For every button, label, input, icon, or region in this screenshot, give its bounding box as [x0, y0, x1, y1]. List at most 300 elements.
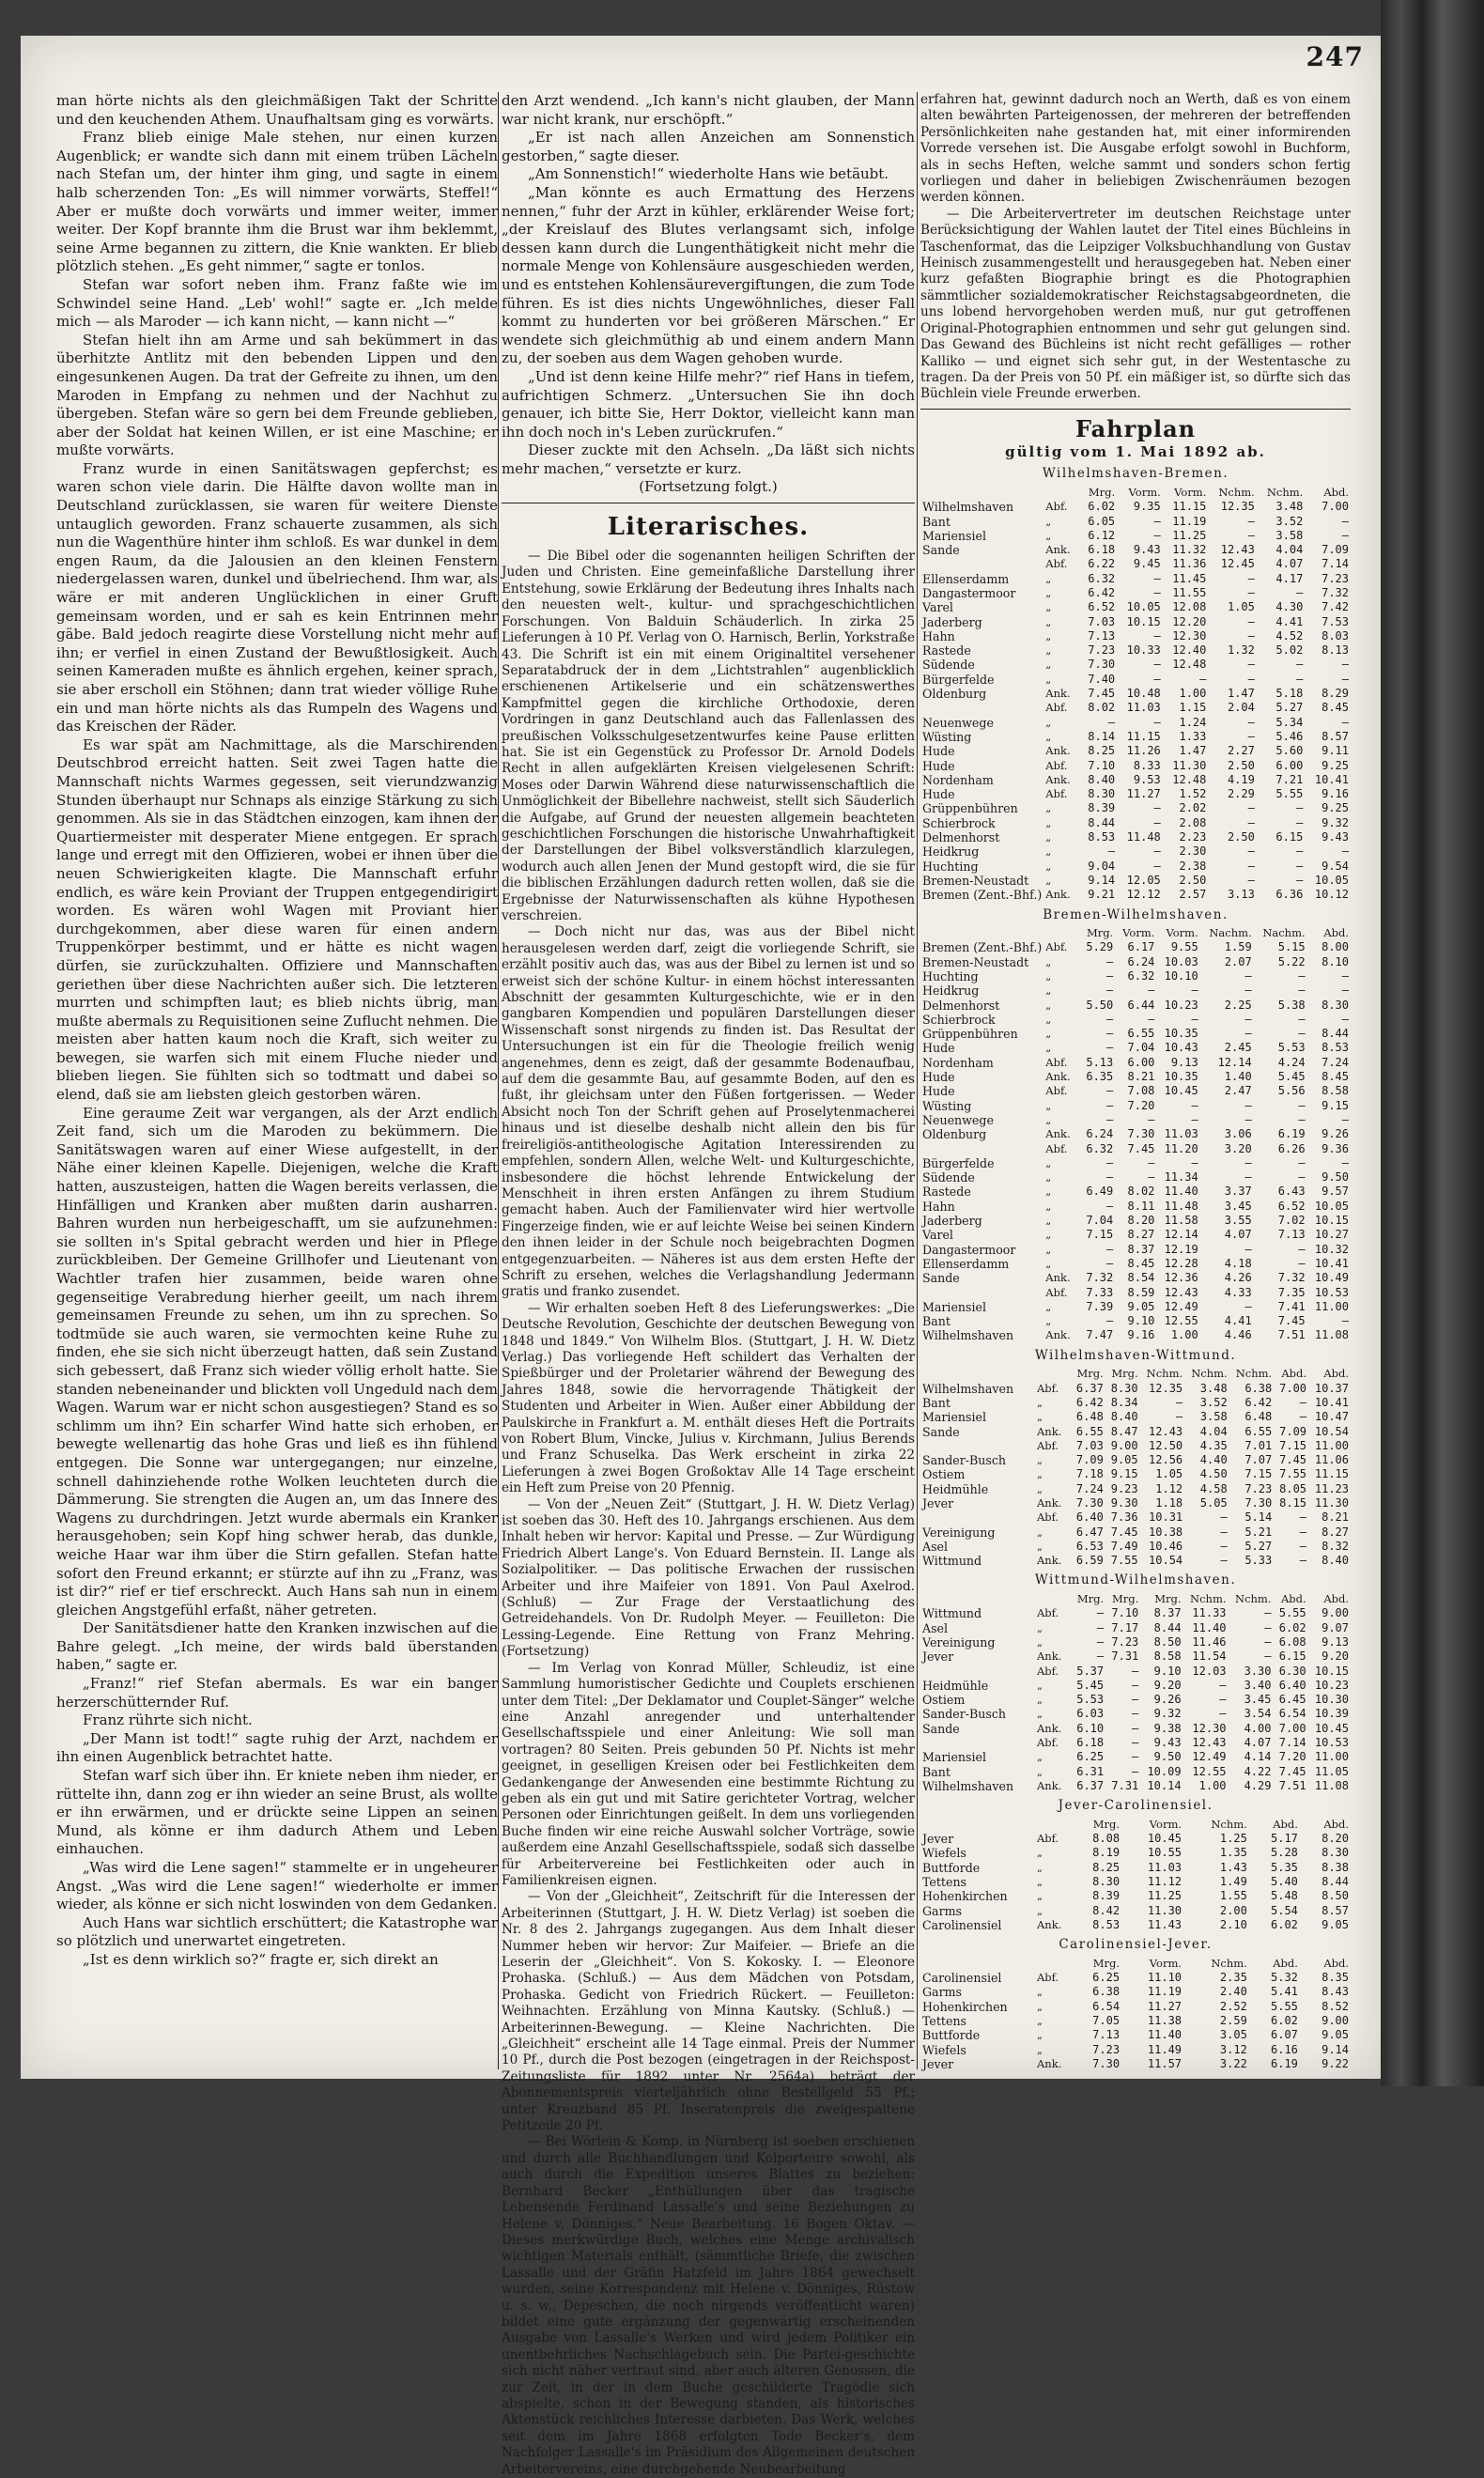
timetable-row	[920, 730, 1351, 744]
departure-time: 6.48	[1244, 1410, 1273, 1424]
departure-time: 9.05	[1127, 1299, 1155, 1313]
timetable-column-header: Mrg.	[1092, 1956, 1121, 1970]
departure-time: 5.15	[1277, 940, 1306, 954]
departure-time: 10.55	[1147, 1846, 1183, 1860]
departure-time: 8.00	[1322, 940, 1349, 954]
departure-time: —	[1247, 815, 1255, 829]
departure-time: 12.48	[1172, 772, 1207, 786]
station-name: Südende	[922, 658, 975, 673]
literature-notice: — Doch nicht nur das, was aus der Bibel nicht herausgelesen werden darf, zeigt die vorliegende Schrift, sie erzählt positiv auch das, was aus der Bibel zu lernen ist und so erweist sich der schöne Kultur- in einem höchst interessanten Abschnitt der gesammten Kulturgeschichte, wie er in den gangbaren Kompendien und populären Darstellungen dieser Wissenschaft sonst nirgends zu finden ist. Das Resultat der Untersuchungen ist ein für die Theologie freilich wenig angenehmes, denn es zeigt, daß der gesammte Bodenaufbau, auf dem die gesammte Bau, auf gesammte Boden, auf den es fußt, ihr gleichsam unter den Füßen fortgerissen. — Weder Absicht noch Ton der Schrift gehen auf Proselytenmacherei hinaus und ist dieselbe deshalb nicht allein den bis für freireligiös-antitheologische Agitation Interessirenden zu empfehlen, sondern Allen, welche Welt- und Kulturgeschichte, insbesondere die höchst lehrende Entwickelung der Menschheit in ihren ersten Anfängen zu ihrem Studium gemacht haben. Auch der Familienvater wird hier wertvolle Fingerzeige finden, wie er auf leichte Weise bei seinen Kindern den ihnen leider in der Schule noch beigebrachten Dogmen entgegenzuarbeiten. — Näheres ist aus dem ersten Hefte der Schrift zu ersehen, welches die Verlagshandlung Jedermann gratis und franko zusendet.	[502, 924, 915, 1300]
departure-time: 9.32	[1322, 815, 1349, 829]
timetable-column-header: Mrg.	[1086, 926, 1114, 940]
story-paragraph: „Man könnte es auch Ermattung des Herzens nennen,“ fuhr der Arzt in kühler, erklärender Weise fort; „der Kreislauf des Blutes verlangsamt sich, infolge dessen kann durch die Lungenthätigkeit nicht mehr die normale Menge von Kohlensäure ausgeschieden werden, und es entstehen Kohlensäurevergiftungen, die zum Tode führen. Es ist dies nichts Ungewöhnliches, dieser Fall kommt zu hunderten vor bei größeren Märschen.“ Er wendete sich gleichmüthig ab und einem andern Mann zu, der soeben aus dem Wagen gehoben wurde.	[502, 183, 915, 367]
departure-time: 5.55	[1275, 787, 1304, 801]
arrival-departure: Ank.	[1045, 888, 1071, 902]
arrival-departure: Ank.	[1045, 543, 1071, 557]
departure-time: —	[1299, 1410, 1307, 1424]
timetable-column-header: Abd.	[1281, 1367, 1307, 1381]
timetable-header-row	[920, 1367, 1351, 1381]
departure-time: 9.50	[1322, 1170, 1349, 1185]
departure-time: 6.43	[1277, 1185, 1306, 1199]
departure-time: —	[1341, 715, 1349, 729]
departure-time: 10.09	[1147, 1764, 1182, 1778]
departure-time: 11.48	[1126, 830, 1161, 844]
arrival-departure: „	[1045, 983, 1052, 998]
departure-time: —	[1132, 1664, 1139, 1678]
timetable-column-header: Nchm.	[1146, 1367, 1183, 1381]
departure-time: 11.19	[1172, 514, 1207, 528]
timetable-row	[920, 1736, 1351, 1750]
departure-time: 10.46	[1149, 1539, 1183, 1553]
arrival-departure: „	[1037, 1875, 1043, 1888]
arrival-departure: „	[1037, 1985, 1043, 1999]
arrival-departure: „	[1045, 801, 1052, 815]
departure-time: 9.55	[1170, 940, 1198, 954]
departure-time: 10.33	[1126, 643, 1161, 658]
timetable-section-title: Wittmund-Wilhelmshaven.	[1034, 1572, 1237, 1588]
departure-time: 3.30	[1244, 1664, 1272, 1678]
departure-time: —	[1298, 1170, 1306, 1185]
station-name: Bant	[922, 1764, 951, 1779]
departure-time: 6.44	[1127, 998, 1155, 1012]
departure-time: —	[1148, 1170, 1155, 1185]
departure-time: —	[1153, 528, 1161, 542]
departure-time: 8.50	[1322, 1889, 1349, 1903]
departure-time: 8.30	[1092, 1875, 1121, 1888]
departure-time: 11.19	[1147, 1985, 1183, 1999]
departure-time: 11.25	[1172, 528, 1207, 542]
departure-time: 4.33	[1224, 1285, 1252, 1299]
station-name: Huchting	[922, 969, 979, 983]
story-paragraph: man hörte nichts als den gleichmäßigen Takt der Schritte und den keuchenden Athem. Unaufhaltsam ging es vorwärts.	[56, 92, 498, 128]
station-name: Jever	[922, 1495, 954, 1510]
arrival-departure: Ank.	[1037, 1424, 1062, 1438]
timetable-row	[920, 600, 1351, 614]
departure-time: 7.13	[1277, 1228, 1306, 1242]
timetable-row	[920, 983, 1351, 998]
departure-time: —	[1106, 1155, 1114, 1169]
departure-time: 7.10	[1111, 1606, 1139, 1620]
timetable-row	[920, 1861, 1351, 1875]
departure-time: 9.05	[1322, 2028, 1349, 2042]
arrival-departure: „	[1037, 1481, 1043, 1495]
departure-time: 7.09	[1279, 1424, 1307, 1438]
departure-time: 7.00	[1278, 1721, 1306, 1735]
departure-time: 7.39	[1086, 1299, 1114, 1313]
timetable-row	[920, 801, 1351, 815]
timetable-row	[920, 572, 1351, 586]
departure-time: 7.40	[1088, 672, 1116, 686]
timetable-row	[920, 1286, 1351, 1300]
departure-time: 5.14	[1244, 1510, 1273, 1525]
departure-time: —	[1244, 969, 1252, 983]
station-name: Hude	[922, 1084, 955, 1099]
departure-time: 4.04	[1199, 1424, 1228, 1438]
story-paragraph: „Am Sonnenstich!“ wiederholte Hans wie betäubt.	[528, 165, 889, 183]
departure-time: —	[1096, 1620, 1105, 1634]
departure-time: 3.52	[1199, 1395, 1228, 1409]
departure-time: 1.05	[1227, 600, 1255, 614]
station-name	[920, 1286, 1043, 1300]
station-name	[920, 557, 1043, 571]
departure-time: —	[1106, 1041, 1114, 1055]
departure-time: 8.53	[1088, 830, 1116, 844]
departure-time: 6.02	[1088, 500, 1116, 514]
departure-time: 12.14	[1217, 1055, 1252, 1069]
departure-time: 8.30	[1088, 787, 1116, 801]
departure-time: 8.20	[1322, 1832, 1349, 1846]
departure-time: 5.48	[1271, 1889, 1298, 1903]
departure-time: 11.15	[1126, 729, 1161, 743]
timetable-row	[920, 1971, 1351, 1985]
departure-time: 8.35	[1322, 1971, 1349, 1985]
arrival-departure: Abf.	[1037, 1381, 1059, 1395]
departure-time: —	[1298, 1155, 1306, 1169]
departure-time: —	[1247, 859, 1255, 873]
station-name: Hohenkirchen	[922, 1999, 1008, 2014]
departure-time: —	[1148, 983, 1155, 998]
departure-time: 6.40	[1075, 1510, 1104, 1525]
timetable-row	[920, 1765, 1351, 1779]
departure-time: 8.45	[1127, 1256, 1155, 1270]
departure-time: 12.43	[1220, 543, 1255, 557]
departure-time: 3.37	[1224, 1185, 1252, 1199]
departure-time: 2.29	[1227, 787, 1255, 801]
departure-time: 11.27	[1147, 1999, 1183, 2013]
departure-time: 11.20	[1164, 1141, 1198, 1155]
departure-time: 4.00	[1244, 1721, 1272, 1735]
arrival-departure: Ank.	[1037, 2056, 1062, 2070]
departure-time: 9.13	[1170, 1055, 1198, 1069]
departure-time: 8.03	[1322, 628, 1349, 643]
departure-time: 4.07	[1244, 1736, 1272, 1750]
timetable-row	[920, 1526, 1351, 1540]
station-name: Wilhelmshaven	[922, 1778, 1014, 1793]
departure-time: 7.23	[1111, 1634, 1139, 1649]
departure-time: 9.00	[1110, 1438, 1138, 1452]
departure-time: 12.12	[1126, 888, 1161, 902]
departure-time: 7.00	[1322, 500, 1349, 514]
story-paragraph: „Ist es denn wirklich so?“ fragte er, sich direkt an	[83, 1950, 439, 1968]
departure-time: 6.25	[1076, 1750, 1105, 1764]
departure-time: —	[1296, 585, 1304, 599]
departure-time: 11.23	[1314, 1481, 1349, 1495]
departure-time: 10.31	[1149, 1510, 1183, 1525]
departure-time: 10.15	[1314, 1214, 1349, 1228]
station-name: Jever	[922, 1649, 954, 1665]
departure-time: 4.07	[1224, 1228, 1252, 1242]
arrival-departure: Abf.	[1045, 758, 1068, 772]
departure-time: —	[1244, 1112, 1252, 1126]
departure-time: 8.15	[1279, 1495, 1307, 1510]
station-name: Dangastermoor	[922, 585, 1016, 600]
timetable-row	[920, 940, 1351, 954]
departure-time: 5.53	[1277, 1041, 1306, 1055]
departure-time: 11.34	[1164, 1170, 1198, 1185]
timetable-row	[920, 1084, 1351, 1098]
departure-time: 8.50	[1153, 1634, 1182, 1649]
departure-time: 6.12	[1088, 528, 1116, 542]
departure-time: 8.14	[1088, 729, 1116, 743]
timetable-heading: Fahrplan	[1074, 414, 1197, 442]
departure-time: 3.58	[1199, 1410, 1228, 1424]
departure-time: 12.55	[1192, 1764, 1227, 1778]
arrival-departure: „	[1037, 1903, 1043, 1917]
continuation-note: (Fortsetzung folgt.)	[639, 478, 778, 496]
timetable-header-row	[920, 1818, 1351, 1832]
departure-time: 7.23	[1322, 571, 1349, 585]
station-name: Tettens	[922, 1875, 967, 1889]
departure-time: 4.26	[1224, 1271, 1252, 1285]
departure-time: 5.34	[1275, 715, 1304, 729]
departure-time: 6.45	[1278, 1693, 1306, 1707]
timetable-row	[920, 1410, 1351, 1424]
departure-time: 11.15	[1314, 1467, 1349, 1481]
arrival-departure: „	[1045, 1155, 1052, 1169]
departure-time: —	[1106, 1256, 1114, 1270]
departure-time: 6.19	[1271, 2056, 1298, 2070]
departure-time: 7.45	[1277, 1314, 1306, 1328]
arrival-departure: „	[1037, 1467, 1043, 1481]
departure-time: 12.30	[1172, 628, 1207, 643]
departure-time: —	[1296, 873, 1304, 887]
departure-time: 9.25	[1322, 758, 1349, 772]
station-name: Wittmund	[922, 1554, 982, 1569]
departure-time: 7.00	[1279, 1381, 1307, 1395]
departure-time: —	[1219, 1707, 1227, 1721]
arrival-departure: Abf.	[1037, 1832, 1059, 1846]
departure-time: 7.09	[1322, 543, 1349, 557]
station-name: Sander-Busch	[922, 1707, 1007, 1722]
departure-time: 8.34	[1110, 1395, 1138, 1409]
timetable-row	[920, 1606, 1351, 1620]
arrival-departure: Abf.	[1037, 1736, 1059, 1750]
departure-time: 10.10	[1164, 969, 1198, 983]
arrival-departure: Ank.	[1037, 1778, 1062, 1792]
arrival-departure: Abf.	[1037, 1971, 1059, 1985]
departure-time: —	[1247, 571, 1255, 585]
departure-time: —	[1244, 1098, 1252, 1112]
departure-time: 8.52	[1322, 1999, 1349, 2013]
departure-time: 3.22	[1219, 2056, 1247, 2070]
station-name: Hude	[922, 1070, 955, 1085]
station-name: Huchting	[922, 859, 979, 874]
departure-time: —	[1148, 1155, 1155, 1169]
departure-time: 7.03	[1075, 1438, 1104, 1452]
departure-time: 2.52	[1219, 1999, 1247, 2013]
timetable-row	[920, 773, 1351, 787]
station-name: Sande	[922, 543, 960, 558]
departure-time: 10.53	[1314, 1736, 1349, 1750]
station-name: Grüppenbühren	[922, 801, 1018, 816]
timetable-row	[920, 1142, 1351, 1156]
departure-time: —	[1106, 1242, 1114, 1256]
timetable-row	[920, 1554, 1351, 1568]
departure-time: 5.02	[1275, 643, 1304, 658]
departure-time: 3.55	[1224, 1214, 1252, 1228]
departure-time: 7.32	[1322, 585, 1349, 599]
arrival-departure: „	[1045, 729, 1052, 743]
departure-time: 7.15	[1086, 1228, 1114, 1242]
departure-time: 11.30	[1147, 1903, 1183, 1917]
departure-time: 5.45	[1076, 1678, 1105, 1692]
departure-time: 8.27	[1127, 1228, 1155, 1242]
timetable-column-header: Vorm.	[1128, 485, 1161, 499]
station-name: Bremen-Neustadt	[922, 873, 1029, 888]
timetable-row	[920, 701, 1351, 715]
station-name: Wilhelmshaven	[922, 500, 1014, 515]
departure-time: 7.08	[1127, 1084, 1155, 1098]
story-paragraph: Franz blieb einige Male stehen, nur einen kurzen Augenblick; er wandte sich dann mit einem trüben Lächeln nach Stefan um, der hinter ihm ging, und sagte in einem halb scherzenden Ton: „Es will nimmer vorwärts, Steffel!“ Aber er mußte doch vorwärts und immer weiter, immer weiter. Der Kopf brannte ihm die Brust war ihm beklemmt, seine Arme begannen zu zittern, die Knie wankten. Er blieb plötzlich stehen. „Es geht nimmer,“ sagte er tonlos.	[56, 129, 498, 275]
departure-time: 10.38	[1149, 1525, 1183, 1539]
timetable-column-header: Vorm.	[1149, 1956, 1183, 1970]
departure-time: 8.30	[1110, 1381, 1138, 1395]
timetable-row	[920, 1382, 1351, 1396]
departure-time: 6.02	[1271, 1917, 1298, 1931]
departure-time: —	[1106, 1098, 1114, 1112]
departure-time: —	[1244, 1242, 1252, 1256]
departure-time: 4.50	[1199, 1467, 1228, 1481]
departure-time: 7.32	[1086, 1271, 1114, 1285]
departure-time: —	[1153, 815, 1161, 829]
departure-time: 9.35	[1133, 500, 1161, 514]
departure-time: 7.45	[1278, 1764, 1306, 1778]
departure-time: —	[1148, 1012, 1155, 1026]
arrival-departure: „	[1045, 1199, 1052, 1213]
departure-time: —	[1107, 715, 1116, 729]
station-name: Delmenhorst	[922, 998, 1000, 1013]
arrival-departure: Abf.	[1037, 1510, 1059, 1525]
departure-time: 7.45	[1127, 1141, 1155, 1155]
station-name: Ostiem	[922, 1693, 966, 1708]
departure-time: 6.19	[1277, 1127, 1306, 1141]
timetable-row	[920, 1027, 1351, 1041]
departure-time: —	[1299, 1510, 1307, 1525]
departure-time: 8.37	[1153, 1606, 1182, 1620]
station-name: Tettens	[922, 2013, 967, 2028]
departure-time: 5.05	[1199, 1495, 1228, 1510]
story-paragraph: Franz rührte sich nicht.	[83, 1711, 253, 1729]
timetable-row	[920, 1099, 1351, 1113]
departure-time: 1.24	[1179, 715, 1207, 729]
arrival-departure: Abf.	[1045, 1055, 1068, 1069]
station-name	[920, 1439, 1035, 1453]
timetable-table	[920, 486, 1351, 903]
timetable-row	[920, 2028, 1351, 2042]
timetable-row	[920, 1750, 1351, 1764]
departure-time: 11.49	[1147, 2042, 1183, 2056]
timetable-row	[920, 658, 1351, 672]
departure-time: 8.02	[1127, 1185, 1155, 1199]
departure-time: —	[1296, 844, 1304, 859]
departure-time: 6.53	[1075, 1539, 1104, 1553]
departure-time: 6.38	[1092, 1985, 1121, 1999]
departure-time: 10.41	[1314, 1395, 1349, 1409]
arrival-departure: „	[1045, 998, 1052, 1012]
departure-time: 8.40	[1322, 1554, 1349, 1568]
arrival-departure: Ank.	[1045, 1328, 1071, 1342]
departure-time: 8.39	[1092, 1889, 1121, 1903]
departure-time: 4.30	[1275, 600, 1304, 614]
arrival-departure: Ank.	[1037, 1917, 1062, 1931]
departure-time: 12.45	[1220, 557, 1255, 571]
departure-time: —	[1264, 1649, 1272, 1664]
timetable-row	[920, 874, 1351, 888]
arrival-departure: „	[1045, 658, 1052, 672]
departure-time: 11.57	[1147, 2056, 1183, 2070]
departure-time: —	[1247, 514, 1255, 528]
departure-time: 9.15	[1110, 1467, 1138, 1481]
station-name: Dangastermoor	[922, 1242, 1016, 1257]
departure-time: 11.45	[1172, 571, 1207, 585]
station-name: Hahn	[922, 628, 955, 643]
departure-time: 1.40	[1224, 1070, 1252, 1084]
departure-time: —	[1106, 983, 1114, 998]
departure-time: 11.54	[1192, 1649, 1227, 1664]
timetable-row	[920, 1243, 1351, 1257]
timetable-row	[920, 1453, 1351, 1467]
departure-time: 1.32	[1227, 643, 1255, 658]
departure-time: —	[1296, 672, 1304, 686]
station-name: Neuenwege	[922, 715, 994, 730]
departure-time: 9.05	[1110, 1453, 1138, 1467]
station-name: Garms	[922, 1903, 962, 1918]
departure-time: 7.36	[1110, 1510, 1138, 1525]
arrival-departure: Abf.	[1045, 940, 1068, 954]
timetable-column-header: Nchm.	[1211, 1817, 1247, 1831]
literature-notice: — Von der „Gleichheit“, Zeitschrift für die Interessen der Arbeiterinnen (Stuttgart, J. H. W. Dietz Verlag) ist soeben die Nr. 8 des 2. Jahrgangs zugegangen. Aus dem Inhalt dieser Nummer heben wir hervor: Zur Maifeier. — Briefe an die Leserin der „Gleichheit“. Von S. Kokosky. I. — Eleonore Prohaska. (Schluß.) — Aus dem Mädchen von Potsdam, Prohaska. Gedicht von Friedrich Rückert. — Feuilleton: Weihnachten. Erzählung von Minna Kautsky. (Schluß.) — Arbeiterinnen-Bewegung. — Kleine Nachrichten. Die „Gleichheit“ erscheint alle 14 Tage einmal. Preis der Nummer 10 Pf., durch die Post bezogen (eingetragen in der Reichspost-Zeitungsliste für 1892 unter Nr. 2564a) beträgt der Abonnementspreis vierteljährlich ohne Bestellgeld 55 Pf.; unter Kreuzband 85 Pf. Inseratenpreis die zweigespaltene Petitzeile 20 Pf.	[502, 1889, 915, 2134]
departure-time: —	[1219, 1693, 1227, 1707]
arrival-departure: Abf.	[1045, 1141, 1068, 1155]
departure-time: 8.44	[1088, 815, 1116, 829]
arrival-departure: „	[1037, 1860, 1043, 1874]
timetable-row	[920, 1439, 1351, 1453]
departure-time: —	[1106, 1012, 1114, 1026]
timetable-row	[920, 716, 1351, 730]
station-name: Jever	[922, 1832, 954, 1847]
station-name: Hude	[922, 1041, 955, 1056]
departure-time: 10.15	[1314, 1664, 1349, 1678]
departure-time: 3.40	[1244, 1678, 1272, 1692]
arrival-departure: „	[1037, 1395, 1043, 1409]
departure-time: 6.07	[1271, 2028, 1298, 2042]
departure-time: 6.54	[1278, 1707, 1306, 1721]
departure-time: 10.45	[1147, 1832, 1183, 1846]
departure-time: 2.00	[1219, 1903, 1247, 1917]
arrival-departure: „	[1045, 1012, 1052, 1026]
departure-time: 8.30	[1322, 998, 1349, 1012]
departure-time: 2.38	[1179, 859, 1207, 873]
timetable-column-header: Abd.	[1273, 1956, 1298, 1970]
departure-time: 10.48	[1126, 687, 1161, 701]
arrival-departure: Ank.	[1045, 1127, 1071, 1141]
departure-time: 1.00	[1170, 1328, 1198, 1342]
departure-time: 6.32	[1088, 571, 1116, 585]
departure-time: —	[1341, 1155, 1349, 1169]
departure-time: 8.58	[1322, 1084, 1349, 1098]
departure-time: 2.02	[1179, 801, 1207, 815]
literature-notice: — Die Arbeitervertreter im deutschen Reichstage unter Berücksichtigung der Wahlen lautet der Titel eines Büchleins in Taschenformat, das die Leipziger Volksbuchhandlung von Gustav Heinisch zusammengestellt und herausgegeben hat. Neben einer kurz gefaßten Biographie bringt es die Photographien sämmtlicher sozialdemokratischer Reichstagsabgeordneten, die uns lobend hervorgehoben werden muß, nur gut getroffenen Original-Photographien entnommen und sehr gut gelungen sind. Das Gewand des Büchleins ist nicht recht gefälliges — rother Kalliko — und eignet sich sehr gut, in der Westentasche zu tragen. Da der Preis von 50 Pf. ein mäßiger ist, so dürfte sich das Büchlein viele Freunde erwerben.	[920, 206, 1351, 402]
departure-time: 7.05	[1092, 2013, 1121, 2027]
departure-time: 6.40	[1278, 1678, 1306, 1692]
departure-time: —	[1153, 715, 1161, 729]
station-name: Wüsting	[922, 729, 972, 744]
timetable-column-header: Nchm.	[1235, 1367, 1273, 1381]
arrival-departure: „	[1037, 1410, 1043, 1424]
departure-time: 3.48	[1275, 500, 1304, 514]
departure-time: 8.21	[1127, 1070, 1155, 1084]
departure-time: 6.02	[1271, 2013, 1298, 2027]
